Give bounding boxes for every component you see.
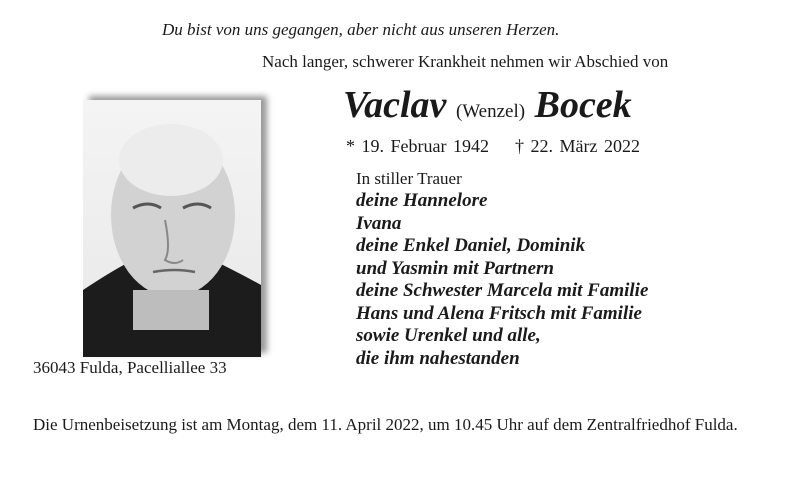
deceased-name: [343, 83, 632, 127]
portrait-photo: [83, 100, 261, 357]
mourner-line: die ihm nahestanden: [356, 347, 520, 369]
mourner-line: Ivana: [356, 212, 402, 234]
mourner-line: deine Schwester Marcela mit Familie: [356, 280, 649, 301]
first-name: Vaclav: [343, 84, 447, 126]
funeral-info: Die Urnenbeisetzung ist am Montag, dem 11. April 2022, um 10.45 Uhr auf dem Zentralfriedhof Fulda.: [33, 415, 738, 434]
life-dates: [346, 136, 640, 157]
mourner-line: deine Hannelore: [356, 190, 488, 211]
nickname: (Wenzel): [455, 101, 526, 122]
last-name: Bocek: [534, 84, 632, 126]
death-date: † 22. März 2022: [514, 136, 640, 156]
mourner-line: sowie Urenkel und alle,: [356, 325, 541, 346]
birth-date: * 19. Februar 1942: [346, 136, 489, 156]
intro-text: Nach langer, schwerer Krankheit nehmen wir Abschied von: [262, 52, 669, 71]
mourner-line: deine Enkel Daniel, Dominik: [356, 235, 586, 256]
address: 36043 Fulda, Pacelliallee 33: [33, 358, 227, 377]
mourner-line: Hans und Alena Fritsch mit Familie: [356, 302, 642, 324]
mourners-list: [356, 168, 648, 370]
mourners-heading: In stiller Trauer: [356, 169, 462, 188]
mourner-line: und Yasmin mit Partnern: [356, 257, 554, 279]
motto: Du bist von uns gegangen, aber nicht aus unseren Herzen.: [162, 20, 560, 39]
